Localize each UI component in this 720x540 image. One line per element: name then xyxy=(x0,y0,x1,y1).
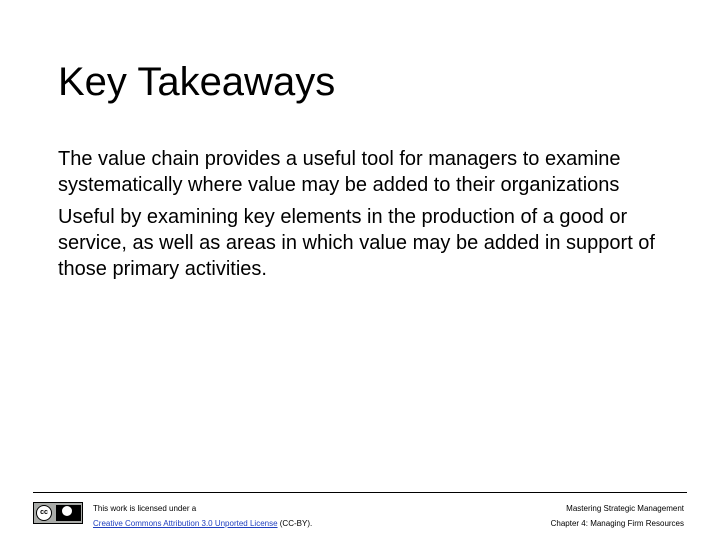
license-line-2 xyxy=(93,516,312,531)
slide-body xyxy=(58,146,658,288)
license-link[interactable]: Creative Commons Attribution 3.0 Unported License xyxy=(93,519,278,528)
body-paragraph-2: Useful by examining key elements in the production of a good or service, as well as areas in which value may be added in support of those primary activities. xyxy=(58,206,655,280)
license-notice xyxy=(93,501,312,531)
slide-title: Key Takeaways xyxy=(58,60,336,104)
license-line-1: This work is licensed under a xyxy=(93,504,197,513)
cc-circle-icon: cc xyxy=(36,505,52,521)
attribution-person-icon xyxy=(62,506,72,516)
chapter-title: Chapter 4: Managing Firm Resources xyxy=(550,519,684,528)
book-info xyxy=(551,501,684,531)
footer-divider xyxy=(33,492,687,493)
cc-by-icon[interactable] xyxy=(33,502,83,524)
book-title: Mastering Strategic Management xyxy=(566,504,684,513)
body-paragraph-1: The value chain provides a useful tool for managers to examine systematically where value may be added to their organizations xyxy=(58,148,621,196)
license-suffix: (CC-BY). xyxy=(277,519,313,528)
